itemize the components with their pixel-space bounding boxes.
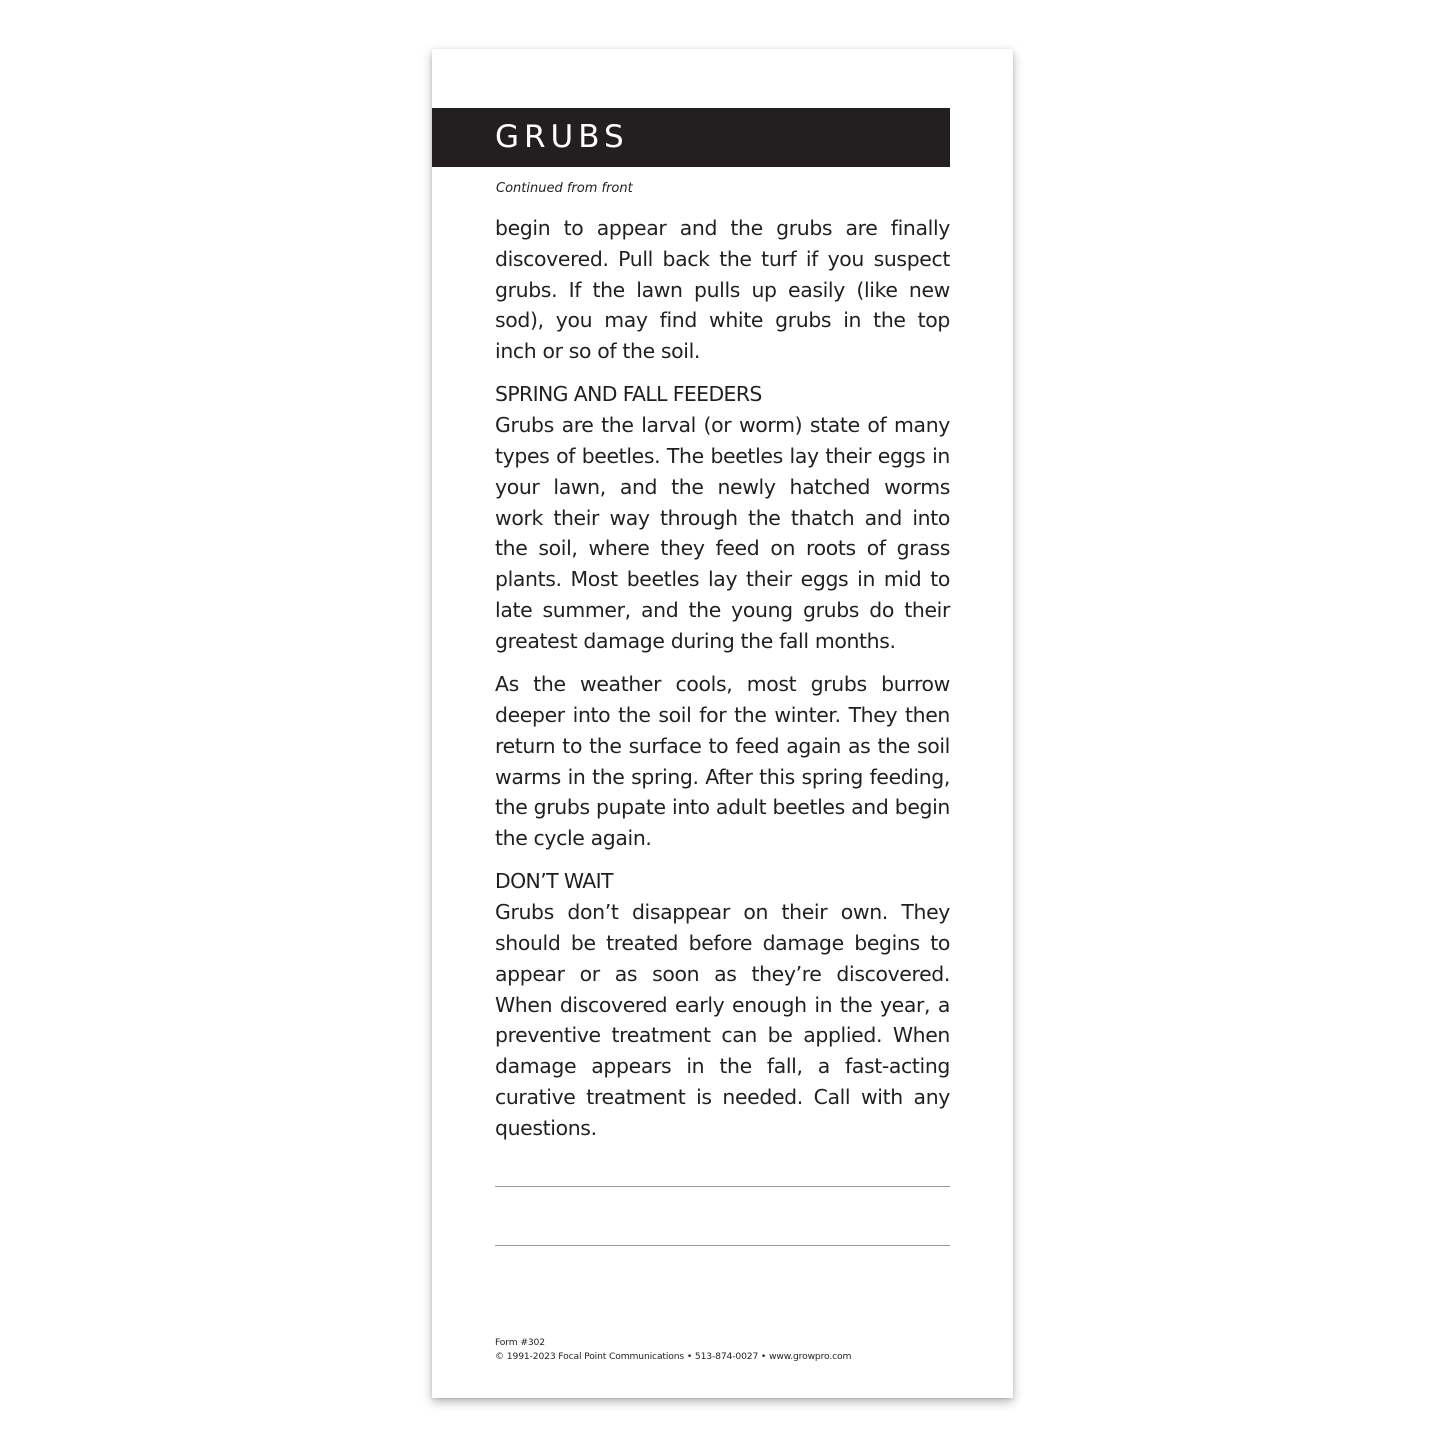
- paragraph-text: Grubs don’t disappear on their own. They should be treated before damage begins to appear or as soon as they’re discovered. When discovered early enough in the year, a preventive treatment can be applied. When damage appears in the fall, a fast-acting curative treatment is needed. Call with any questions.: [495, 900, 950, 1140]
- blank-write-in-line: [495, 1245, 950, 1246]
- footer: [495, 1336, 851, 1363]
- paragraph-weather: [495, 669, 950, 854]
- form-number: Form #302: [495, 1337, 545, 1348]
- header-bar: [432, 108, 950, 167]
- body-content: [495, 213, 950, 1156]
- blank-write-in-line: [495, 1186, 950, 1187]
- section-heading-spring-fall: SPRING AND FALL FEEDERS: [495, 382, 762, 407]
- continued-note: Continued from front: [496, 181, 633, 196]
- flyer-card: [432, 49, 1013, 1398]
- section-heading-dont-wait: DON’T WAIT: [495, 869, 613, 894]
- paragraph-text: begin to appear and the grubs are finally discovered. Pull back the turf if you suspect grubs. If the lawn pulls up easily (like new sod), you may find white grubs in the top inch or so of the soil.: [495, 216, 950, 364]
- paragraph-dont-wait: [495, 866, 950, 1143]
- paragraph-text: Grubs are the larval (or worm) state of many types of beetles. The beetles lay their eggs in your lawn, and the newly hatched worms work their way through the thatch and into the soil, where they feed on roots of grass plants. Most beetles lay their eggs in mid to late summer, and the young grubs do their greatest damage during the fall months.: [495, 413, 950, 653]
- paragraph-spring-fall: [495, 379, 950, 656]
- document-title: GRUBS: [495, 119, 629, 155]
- paragraph-intro: [495, 213, 950, 367]
- copyright-line: © 1991-2023 Focal Point Communications • 513-874-0027 • www.growpro.com: [495, 1350, 852, 1362]
- paragraph-text: As the weather cools, most grubs burrow deeper into the soil for the winter. They then return to the surface to feed again as the soil warms in the spring. After this spring feeding, the grubs pupate into adult beetles and begin the cycle again.: [495, 672, 950, 851]
